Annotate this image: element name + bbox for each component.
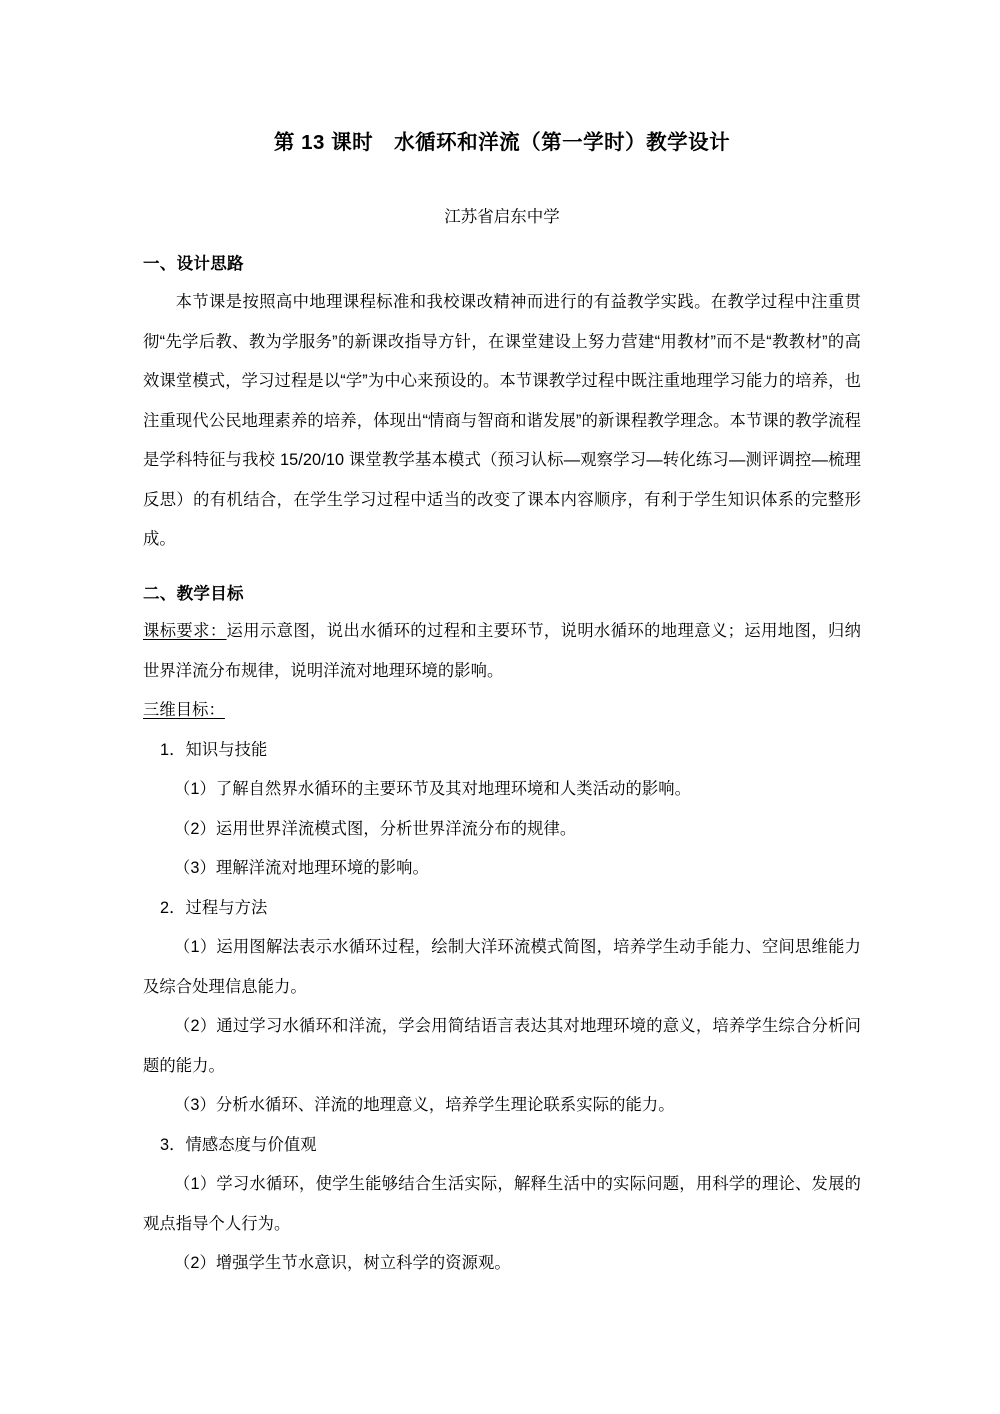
goal-group-title: 2．过程与方法 (160, 898, 268, 917)
paragraph-three-dimensional-goals (143, 691, 861, 731)
goal-item: （2）运用世界洋流模式图，分析世界洋流分布的规律。 (174, 819, 577, 838)
label-standard-requirement: 课标要求： (143, 622, 227, 641)
label-three-dimensional-goals: 三维目标： (143, 701, 225, 720)
goal-item: （1）学习水循环，使学生能够结合生活实际，解释生活中的实际问题，用科学的理论、发展的观点指导个人行为。 (143, 1175, 861, 1233)
goal-item: （2）通过学习水循环和洋流，学会用简结语言表达其对地理环境的意义，培养学生综合分析问题的能力。 (143, 1017, 861, 1075)
goal-item: （1）运用图解法表示水循环过程，绘制大洋环流模式简图，培养学生动手能力、空间思维能力及综合处理信息能力。 (143, 938, 861, 996)
goal-item: （3）理解洋流对地理环境的影响。 (174, 859, 429, 878)
goal-item: （3）分析水循环、洋流的地理意义，培养学生理论联系实际的能力。 (174, 1096, 675, 1115)
document-content (143, 0, 861, 1284)
section-heading-teaching-goals: 二、教学目标 (143, 584, 244, 603)
paragraph-design-idea: 本节课是按照高中地理课程标准和我校课改精神而进行的有益教学实践。在教学过程中注重贯彻“先学后教、教为学服务”的新课改指导方针，在课堂建设上努力营建“用教材”而不是“教教材”的高效课堂模式，学习过程是以“学”为中心来预设的。本节课教学过程中既注重地理学习能力的培养，也注重现代公民地理素养的培养，体现出“情商与智商和谐发展”的新课程教学理念。本节课的教学流程是学科特征与我校 15/20/10 课堂教学基本模式（预习认标—观察学习—转化练习—测评调控—梳理反思）的有机结合，在学生学习过程中适当的改变了课本内容顺序，有利于学生知识体系的完整形成。 (143, 293, 861, 549)
document-byline: 江苏省启东中学 (444, 207, 560, 226)
text-standard-requirement: 运用示意图，说出水循环的过程和主要环节，说明水循环的地理意义；运用地图，归纳世界洋流分布规律，说明洋流对地理环境的影响。 (143, 622, 861, 680)
goal-item: （1）了解自然界水循环的主要环节及其对地理环境和人类活动的影响。 (174, 780, 691, 799)
page-title: 第 13 课时 水循环和洋流（第一学时）教学设计 (273, 131, 731, 154)
goal-group-title: 3．情感态度与价值观 (160, 1135, 317, 1154)
goal-item: （2）增强学生节水意识，树立科学的资源观。 (174, 1254, 511, 1273)
goal-group-title: 1．知识与技能 (160, 740, 268, 759)
section-heading-design-idea: 一、设计思路 (143, 255, 244, 274)
paragraph-standard-requirement (143, 604, 861, 691)
